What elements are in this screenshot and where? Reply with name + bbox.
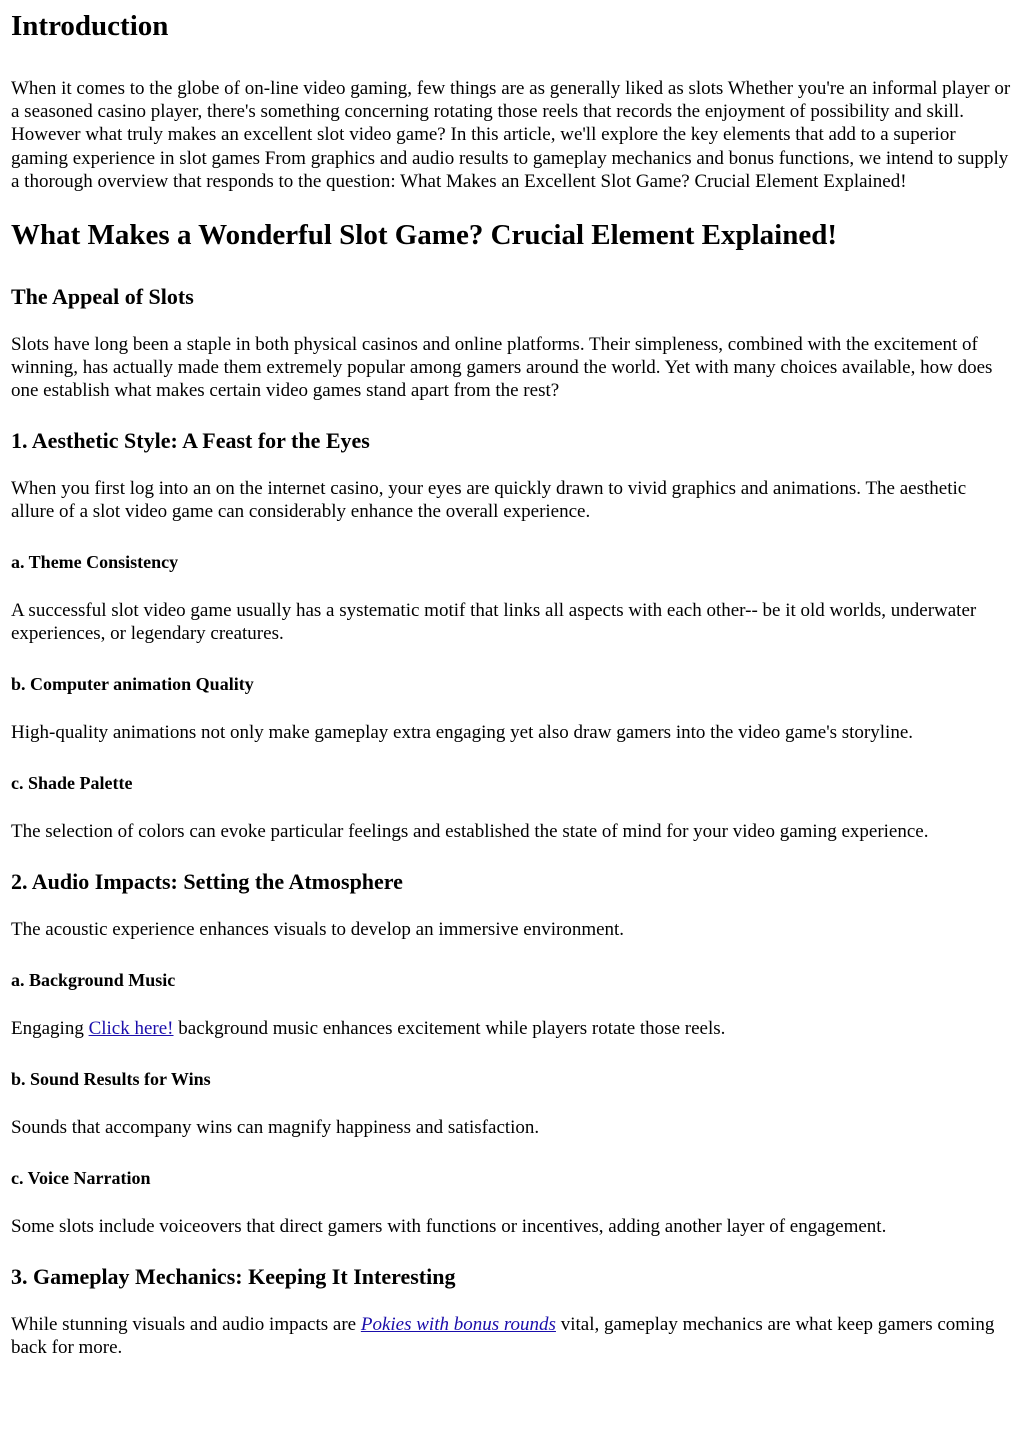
aesthetic-paragraph: When you first log into an on the internet casino, your eyes are quickly drawn to vivid graphics and animations. The aesthetic allure of a slot video game can considerably enhance the overall experience. — [11, 477, 967, 522]
theme-heading: a. Theme Consistency — [11, 552, 179, 573]
animation-heading: b. Computer animation Quality — [11, 674, 254, 695]
music-text-after: background music enhances excitement while players rotate those reels. — [173, 1018, 726, 1040]
page-title: What Makes a Wonderful Slot Game? Crucial Element Explained! — [11, 219, 837, 252]
aesthetic-heading: 1. Aesthetic Style: A Feast for the Eyes — [11, 427, 370, 453]
appeal-paragraph: Slots have long been a staple in both physical casinos and online platforms. Their simpleness, combined with the excitement of winning, has actually made them extremely popular among gamers around the world. Yet with many choices available, how does one establish what makes certain video games stand apart from the rest? — [11, 334, 993, 402]
gameplay-paragraph — [11, 1313, 1014, 1359]
pokies-bonus-rounds-link[interactable]: Pokies with bonus rounds — [360, 1313, 556, 1335]
audio-heading: 2. Audio Impacts: Setting the Atmosphere — [11, 868, 403, 894]
intro-heading: Introduction — [11, 10, 169, 42]
gameplay-text-before: While stunning visuals and audio impacts are — [11, 1313, 361, 1335]
voice-heading: c. Voice Narration — [11, 1168, 151, 1189]
click-here-link[interactable]: Click here! — [88, 1018, 174, 1040]
theme-paragraph: A successful slot video game usually has a systematic motif that links all aspects with each other-- be it old worlds, underwater experiences, or legendary creatures. — [11, 600, 977, 645]
appeal-heading: The Appeal of Slots — [11, 284, 194, 310]
gameplay-heading: 3. Gameplay Mechanics: Keeping It Interesting — [11, 1263, 456, 1289]
palette-paragraph: The selection of colors can evoke particular feelings and established the state of mind for your video gaming experience. — [11, 820, 929, 842]
music-heading: a. Background Music — [11, 970, 176, 991]
article — [0, 9, 1024, 1359]
wins-paragraph: Sounds that accompany wins can magnify happiness and satisfaction. — [11, 1117, 540, 1139]
animation-paragraph: High-quality animations not only make gameplay extra engaging yet also draw gamers into the video game's storyline. — [11, 722, 913, 744]
voice-paragraph: Some slots include voiceovers that direct gamers with functions or incentives, adding another layer of engagement. — [11, 1216, 887, 1238]
intro-paragraph: When it comes to the globe of on-line video gaming, few things are as generally liked as slots Whether you're an informal player or a seasoned casino player, there's something concerning rotating those reels that records the enjoyment of possibility and skill. However what truly makes an excellent slot video game? In this article, we'll explore the key elements that add to a superior gaming experience in slot games From graphics and audio results to gameplay mechanics and bonus functions, we intend to supply a thorough overview that responds to the question: What Makes an Excellent Slot Game? Crucial Element Explained! — [11, 78, 1011, 192]
gameplay-text-after: vital, gameplay mechanics are what keep gamers coming back for more. — [11, 1313, 995, 1358]
wins-heading: b. Sound Results for Wins — [11, 1069, 211, 1090]
music-text-before: Engaging — [11, 1018, 89, 1040]
music-paragraph — [11, 1017, 1014, 1040]
palette-heading: c. Shade Palette — [11, 772, 133, 793]
audio-paragraph: The acoustic experience enhances visuals to develop an immersive environment. — [11, 918, 625, 940]
